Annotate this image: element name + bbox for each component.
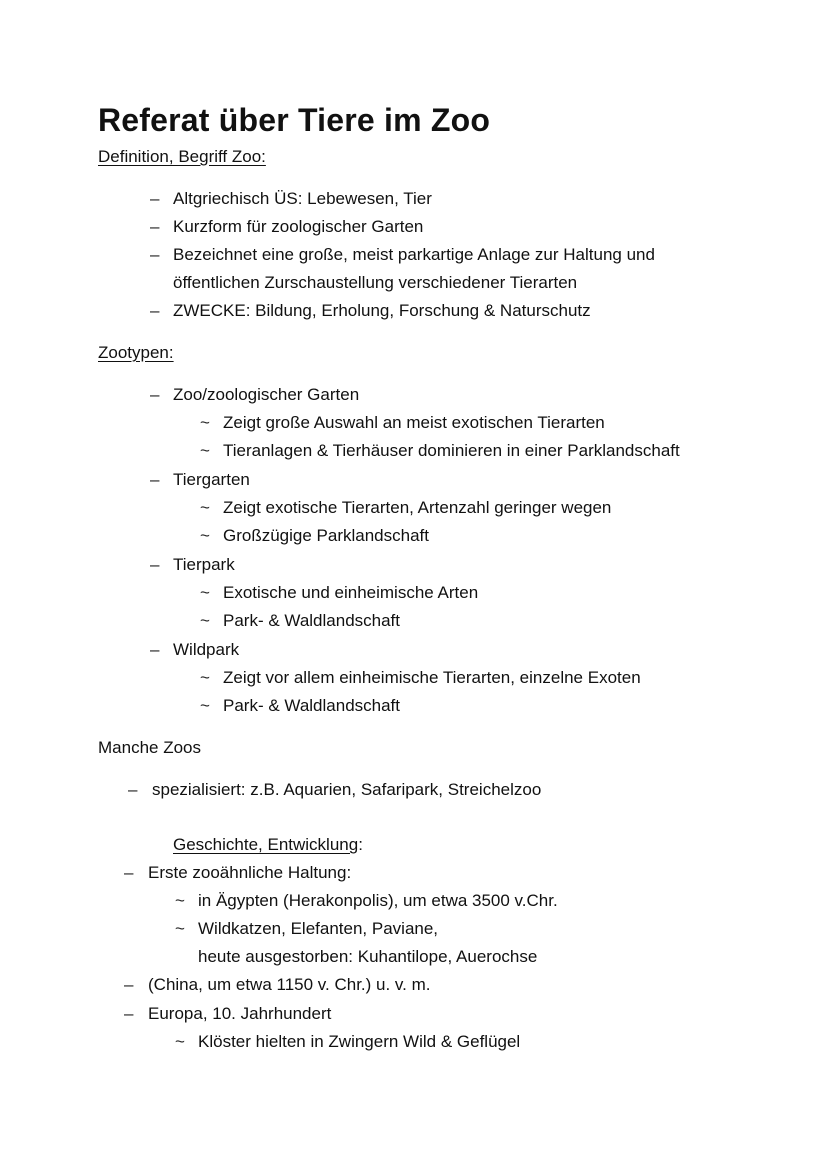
zootype-name: Tiergarten	[173, 470, 250, 489]
dash-bullet: –	[150, 217, 160, 236]
dash-bullet: –	[128, 780, 138, 799]
definition-item: Altgriechisch ÜS: Lebewesen, Tier	[173, 189, 432, 208]
geschichte-heading-wrap	[173, 834, 363, 856]
zootype-detail: Park- & Waldlandschaft	[223, 696, 400, 715]
dash-bullet: –	[124, 1004, 134, 1023]
zootype-detail: Tieranlagen & Tierhäuser dominieren in einer Parklandschaft	[223, 441, 680, 460]
geschichte-item: Erste zooähnliche Haltung:	[148, 863, 352, 882]
zootype-detail: Zeigt große Auswahl an meist exotischen Tierarten	[223, 413, 605, 432]
zootype-name: Tierpark	[173, 555, 235, 574]
geschichte-colon: :	[358, 835, 363, 854]
geschichte-item: (China, um etwa 1150 v. Chr.) u. v. m.	[148, 975, 431, 994]
zootype-detail: Park- & Waldlandschaft	[223, 611, 400, 630]
definition-item: Bezeichnet eine große, meist parkartige Anlage zur Haltung und	[173, 245, 655, 264]
dash-bullet: –	[150, 470, 160, 489]
dash-bullet: –	[150, 301, 160, 320]
geschichte-detail: in Ägypten (Herakonpolis), um etwa 3500 v.Chr.	[198, 891, 558, 910]
tilde-bullet: ~	[200, 413, 210, 432]
zootype-detail: Zeigt vor allem einheimische Tierarten, einzelne Exoten	[223, 668, 641, 687]
definition-item-continued: öffentlichen Zurschaustellung verschiedener Tierarten	[173, 273, 578, 292]
tilde-bullet: ~	[175, 891, 185, 910]
definition-item: Kurzform für zoologischer Garten	[173, 217, 424, 236]
dash-bullet: –	[150, 640, 160, 659]
tilde-bullet: ~	[200, 441, 210, 460]
page-title: Referat über Tiere im Zoo	[98, 102, 491, 138]
zootype-detail: Zeigt exotische Tierarten, Artenzahl geringer wegen	[223, 498, 612, 517]
tilde-bullet: ~	[200, 611, 210, 630]
zootype-detail: Exotische und einheimische Arten	[223, 583, 479, 602]
geschichte-detail: Wildkatzen, Elefanten, Paviane,	[198, 919, 439, 938]
zootype-name: Wildpark	[173, 640, 240, 659]
tilde-bullet: ~	[200, 583, 210, 602]
tilde-bullet: ~	[200, 526, 210, 545]
tilde-bullet: ~	[200, 696, 210, 715]
definition-heading: Definition, Begriff Zoo:	[98, 147, 266, 166]
dash-bullet: –	[150, 189, 160, 208]
dash-bullet: –	[124, 975, 134, 994]
geschichte-detail-continued: heute ausgestorben: Kuhantilope, Auerochse	[198, 947, 538, 966]
dash-bullet: –	[150, 555, 160, 574]
geschichte-item: Europa, 10. Jahrhundert	[148, 1004, 332, 1023]
tilde-bullet: ~	[200, 668, 210, 687]
zootypen-heading: Zootypen:	[98, 343, 174, 362]
definition-item: ZWECKE: Bildung, Erholung, Forschung & Naturschutz	[173, 301, 591, 320]
zootype-detail: Großzügige Parklandschaft	[223, 526, 429, 545]
zootype-name: Zoo/zoologischer Garten	[173, 385, 360, 404]
geschichte-detail: Klöster hielten in Zwingern Wild & Geflügel	[198, 1032, 521, 1051]
dash-bullet: –	[150, 385, 160, 404]
tilde-bullet: ~	[175, 919, 185, 938]
tilde-bullet: ~	[175, 1032, 185, 1051]
dash-bullet: –	[150, 245, 160, 264]
tilde-bullet: ~	[200, 498, 210, 517]
manche-zoos-heading: Manche Zoos	[98, 738, 201, 757]
geschichte-heading: Geschichte, Entwicklung	[173, 835, 359, 854]
manche-zoos-item: spezialisiert: z.B. Aquarien, Safaripark, Streichelzoo	[152, 780, 542, 799]
dash-bullet: –	[124, 863, 134, 882]
